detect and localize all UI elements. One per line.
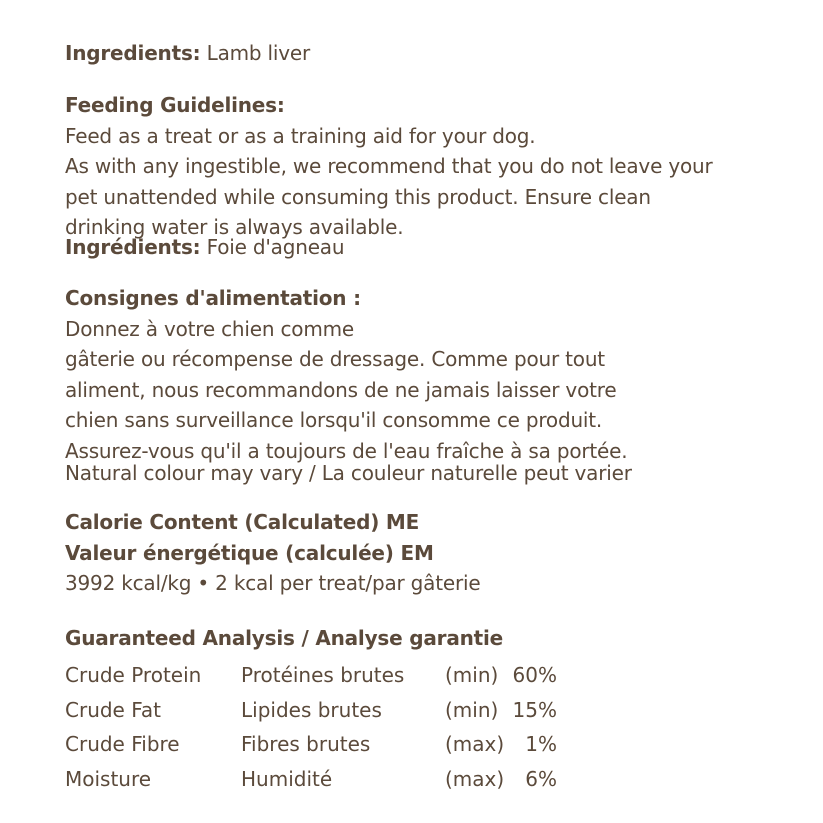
feeding-en-label: Feeding Guidelines: — [65, 93, 285, 117]
analysis-qualifier: (min) — [445, 697, 499, 722]
analysis-name-fr: Fibres brutes — [241, 732, 371, 756]
feeding-guidelines-en — [65, 90, 785, 243]
analysis-name-fr: Protéines brutes — [241, 663, 405, 687]
analysis-name-en: Moisture — [65, 766, 152, 791]
table-row — [65, 727, 557, 762]
table-row — [65, 658, 557, 693]
feeding-fr-label: Consignes d'alimentation : — [65, 286, 361, 310]
feeding-fr-line: chien sans surveillance lorsqu'il consomme ce produit. — [65, 408, 603, 432]
table-row — [65, 762, 557, 797]
table-row — [65, 693, 557, 728]
analysis-qualifier: (max) — [445, 732, 505, 756]
colour-note: Natural colour may vary / La couleur naturelle peut varier — [65, 461, 632, 485]
ingredients-fr-text: Foie d'agneau — [200, 235, 345, 259]
calorie-content — [65, 507, 785, 599]
ingredients-fr — [65, 232, 785, 263]
ingredients-en — [65, 38, 785, 69]
feeding-en-first-line — [65, 90, 785, 151]
analysis-value: 60% — [512, 663, 557, 687]
feeding-fr-first-text: Donnez à votre chien comme — [65, 316, 354, 341]
calorie-title-fr: Valeur énergétique (calculée) EM — [65, 540, 434, 565]
calorie-title-en: Calorie Content (Calculated) ME — [65, 510, 420, 534]
feeding-guidelines-fr — [65, 283, 785, 466]
analysis-name-en: Crude Protein — [65, 663, 202, 687]
analysis-title: Guaranteed Analysis / Analyse garantie — [65, 626, 504, 650]
feeding-fr-line: gâterie ou récompense de dressage. Comme pour tout — [65, 347, 605, 371]
analysis-name-fr: Humidité — [241, 766, 333, 791]
analysis-name-en: Crude Fat — [65, 697, 161, 722]
ingredients-en-text: Lamb liver — [200, 41, 311, 65]
feeding-fr-line: Assurez-vous qu'il a toujours de l'eau fraîche à sa portée. — [65, 438, 628, 463]
ingredients-en-label: Ingredients: — [65, 41, 201, 65]
feeding-en-first-text: Feed as a treat or as a training aid for your dog. — [65, 123, 536, 148]
analysis-qualifier: (max) — [445, 766, 505, 791]
analysis-qualifier: (min) — [445, 663, 499, 687]
analysis-value: 6% — [525, 766, 557, 791]
analysis-value: 1% — [525, 732, 557, 756]
feeding-en-line: pet unattended while consuming this product. Ensure clean — [65, 184, 651, 209]
analysis-name-fr: Lipides brutes — [241, 697, 382, 722]
feeding-en-line: drinking water is always available. — [65, 215, 404, 239]
feeding-fr-first-line — [65, 283, 785, 344]
feeding-en-line: As with any ingestible, we recommend that you do not leave your — [65, 154, 713, 178]
analysis-name-en: Crude Fibre — [65, 732, 180, 756]
feeding-fr-line: aliment, nous recommandons de ne jamais laisser votre — [65, 377, 617, 402]
ingredients-fr-label: Ingrédients: — [65, 235, 201, 259]
calorie-value: 3992 kcal/kg • 2 kcal per treat/par gâterie — [65, 571, 481, 595]
analysis-value: 15% — [512, 697, 557, 722]
guaranteed-analysis-table — [65, 658, 557, 796]
